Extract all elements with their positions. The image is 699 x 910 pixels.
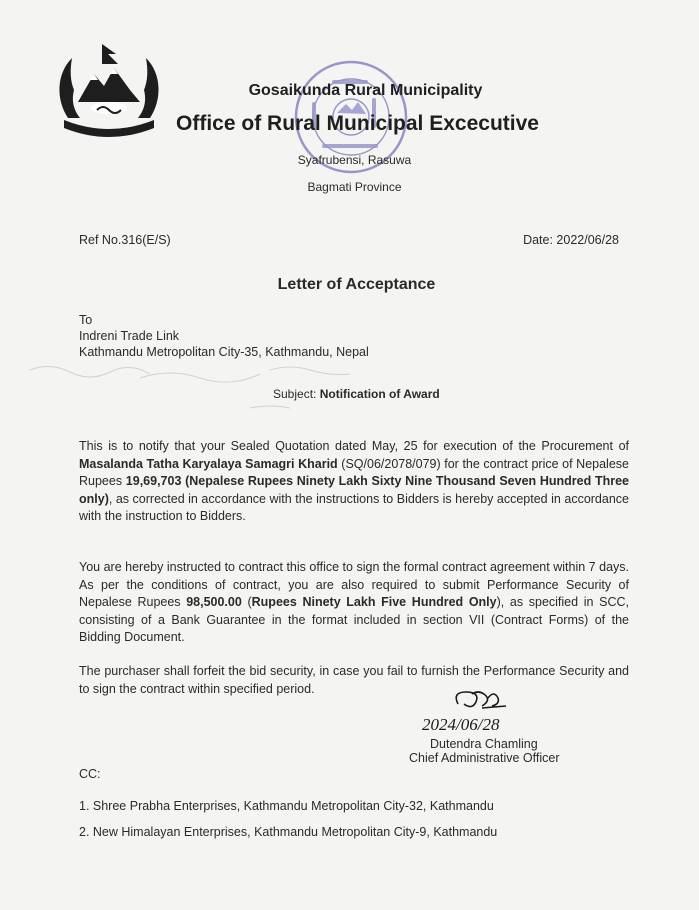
paragraph1-part-a: This is to notify that your Sealed Quotation dated May, 25 for execution of the Procurement of bbox=[79, 439, 629, 453]
recipient-block bbox=[79, 312, 369, 360]
recipient-to-label: To bbox=[79, 313, 93, 327]
office-address: Syafrubensi, Rasuwa bbox=[297, 153, 412, 167]
paragraph2-part-e: ), as specified in SCC, consisting of a Bank Guarantee in the format included in section VII (Contract Forms) of the Bidding Document. bbox=[79, 595, 629, 644]
cc-list bbox=[79, 793, 497, 845]
subject-text: Notification of Award bbox=[319, 387, 440, 401]
paragraph1-part-e: , as corrected in accordance with the instructions to Bidders is hereby accepted in accordance with the instruction to Bidders. bbox=[79, 491, 629, 523]
subject-label: Subject: bbox=[273, 387, 320, 401]
office-name: Office of Rural Municipal Excecutive bbox=[176, 112, 539, 135]
municipality-name: Gosaikunda Rural Municipality bbox=[248, 82, 483, 99]
paragraph1-part-c: (SQ/06/2078/079) for the contract price of Nepalese Rupees bbox=[79, 456, 629, 488]
subject-line bbox=[273, 387, 440, 401]
letter-title: Letter of Acceptance bbox=[277, 276, 436, 293]
procurement-name: Masalanda Tatha Karyalaya Samagri Kharid bbox=[79, 456, 338, 471]
security-amount: 98,500.00 bbox=[186, 595, 242, 609]
cc-item: 1. Shree Prabha Enterprises, Kathmandu Metropolitan City-32, Kathmandu bbox=[79, 799, 494, 813]
handwritten-signature bbox=[420, 688, 535, 736]
security-amount-words: Rupees Ninety Lakh Five Hundred Only bbox=[251, 595, 497, 609]
signatory-name: Dutendra Chamling bbox=[430, 737, 538, 751]
paragraph-performance-security bbox=[79, 559, 629, 647]
reference-number: Ref No.316(E/S) bbox=[79, 233, 171, 247]
recipient-address: Kathmandu Metropolitan City-35, Kathmandu, Nepal bbox=[79, 345, 369, 359]
paragraph2-part-a: You are hereby instructed to contract this office to sign the formal contract agreement within 7 days. As per the conditions of contract, you are also required to submit Performance Security of Nepalese Rupees bbox=[79, 560, 629, 609]
paragraph-award bbox=[79, 438, 629, 526]
signatory-title: Chief Administrative Officer bbox=[409, 751, 560, 765]
cc-label: CC: bbox=[79, 767, 101, 781]
paragraph2-part-c: ( bbox=[241, 595, 252, 609]
cc-item: 2. New Himalayan Enterprises, Kathmandu Metropolitan City-9, Kathmandu bbox=[79, 825, 498, 839]
letter-date: Date: 2022/06/28 bbox=[523, 233, 619, 247]
recipient-name: Indreni Trade Link bbox=[79, 329, 180, 343]
contract-price: 19,69,703 (Nepalese Rupees Ninety Lakh Sixty Nine Thousand Seven Hundred Three only) bbox=[79, 474, 629, 506]
province: Bagmati Province bbox=[307, 180, 402, 194]
signature-date: 2024/06/28 bbox=[422, 715, 500, 734]
paragraph-forfeit: The purchaser shall forfeit the bid security, in case you fail to furnish the Performance Security and to sign the contract within specified period. bbox=[79, 664, 629, 696]
